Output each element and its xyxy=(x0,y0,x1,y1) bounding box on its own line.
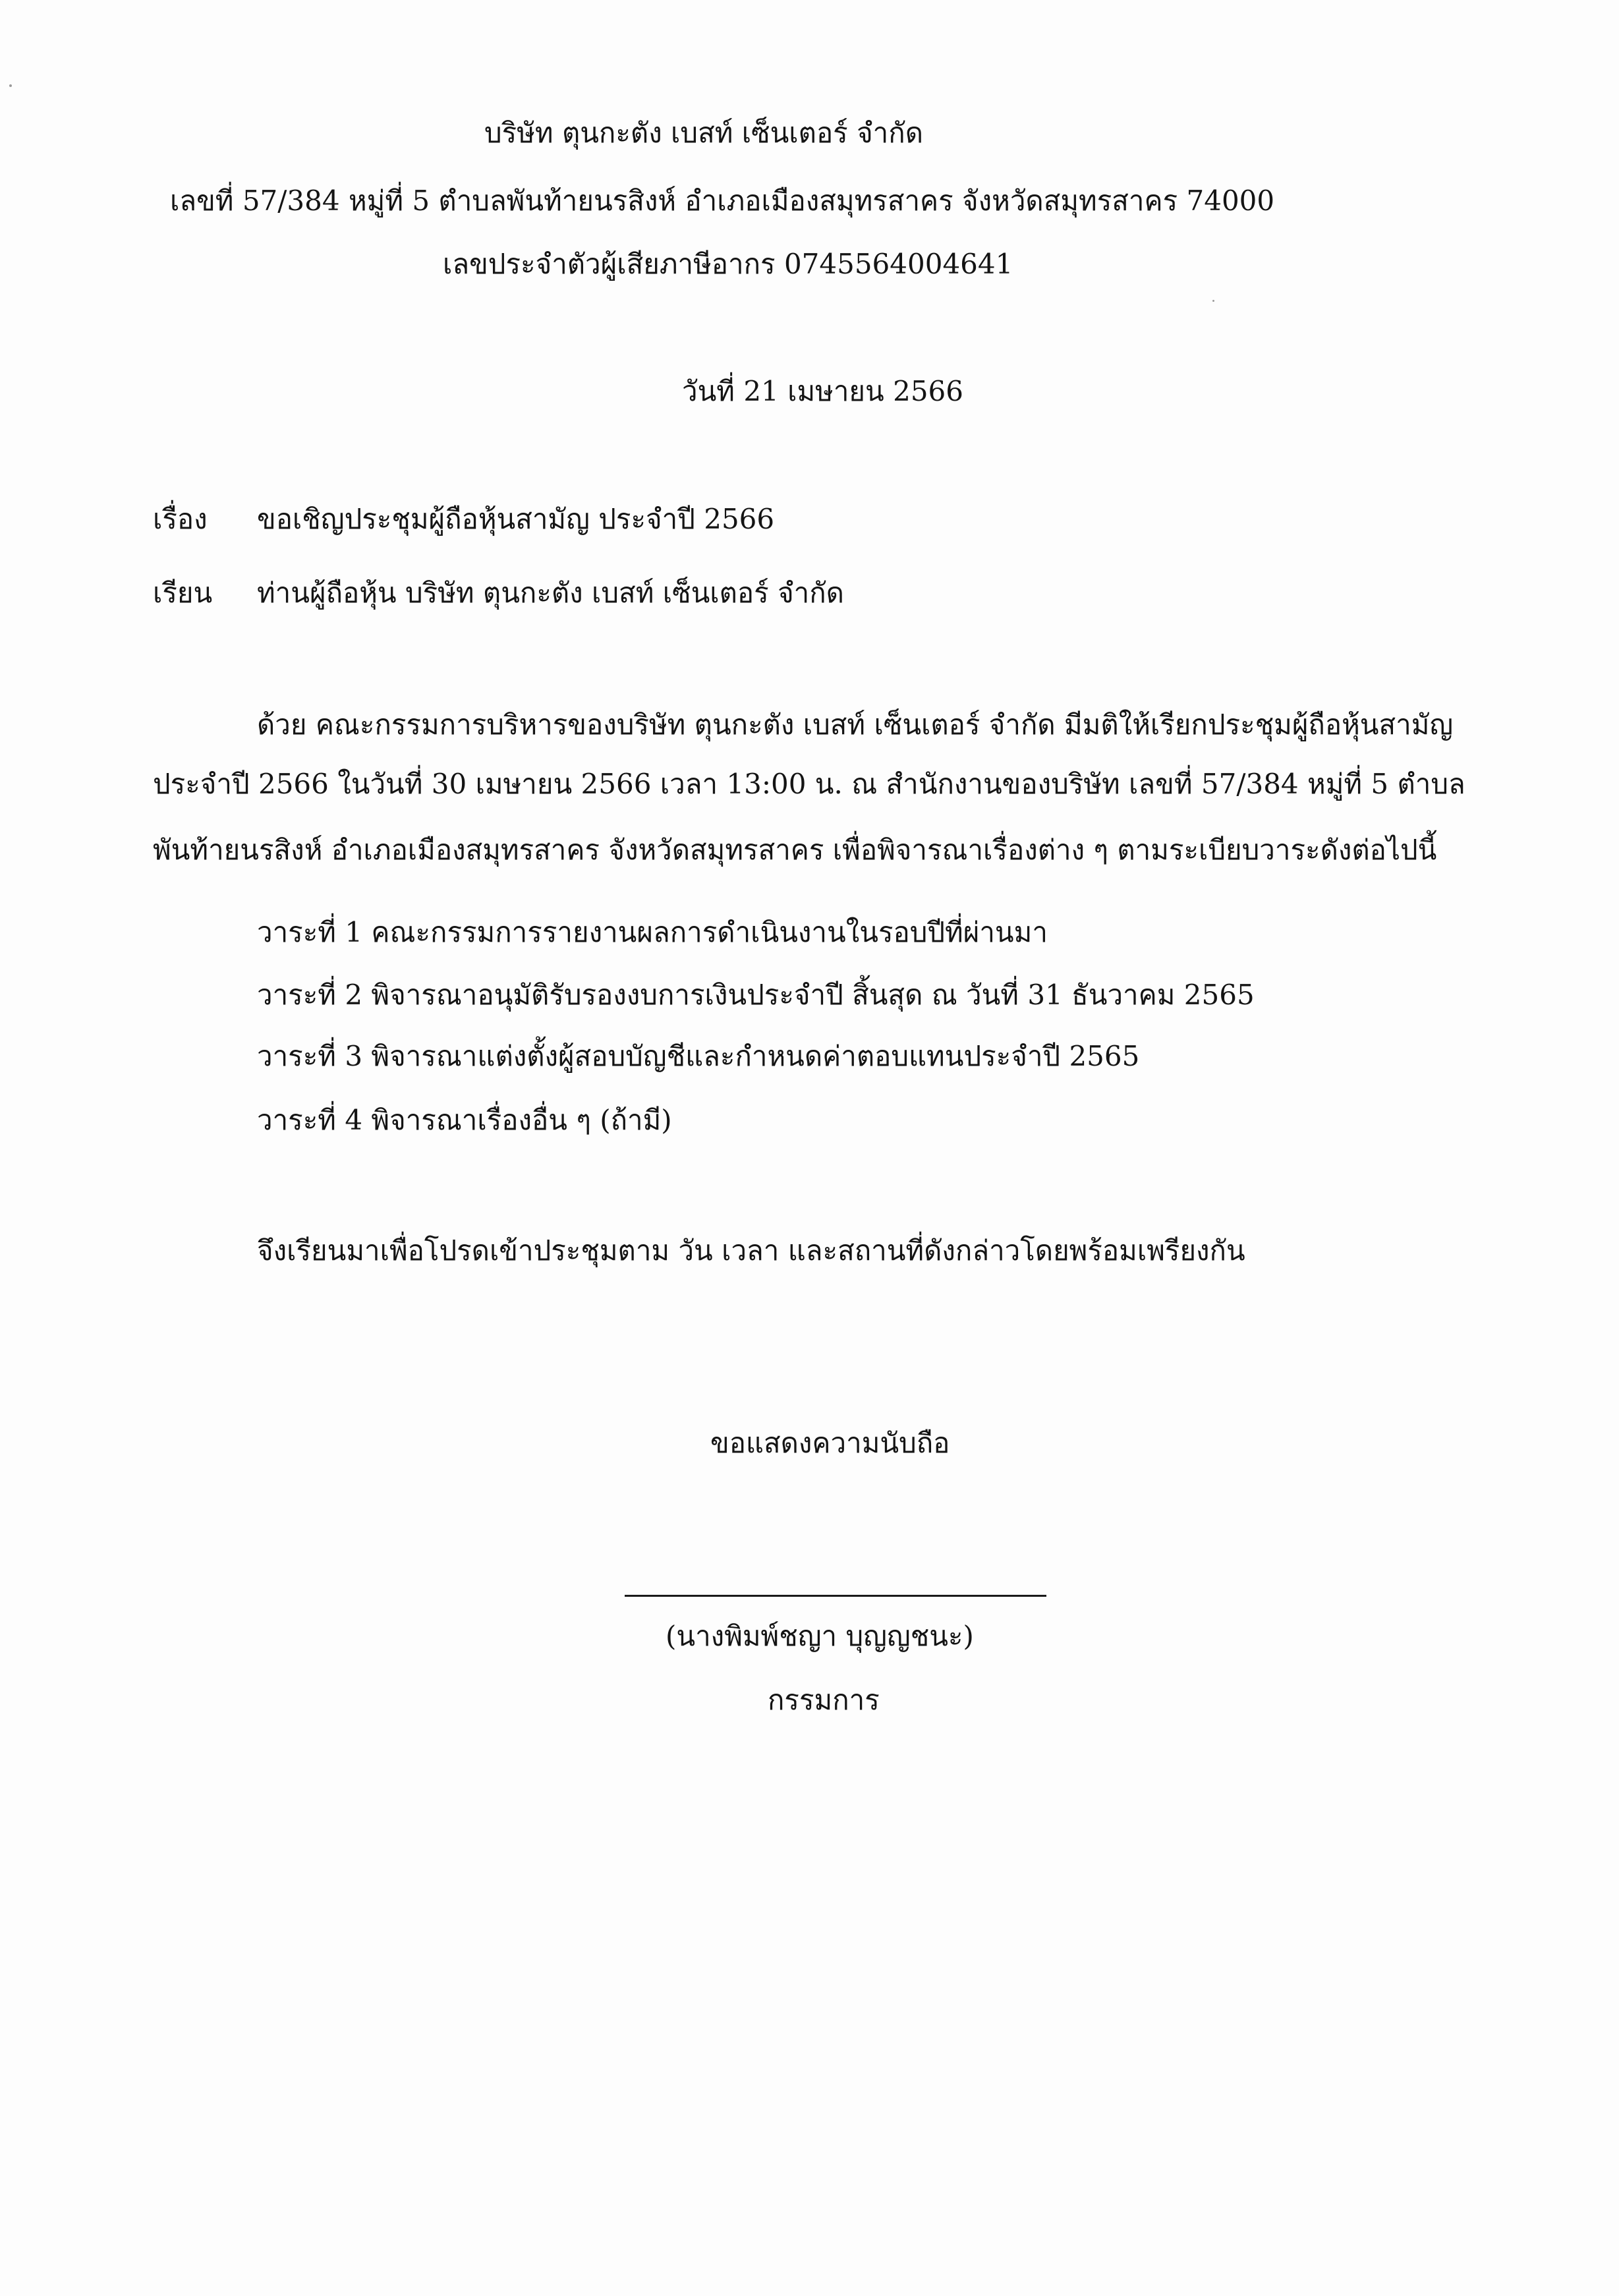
company-address: เลขที่ 57/384 หมู่ที่ 5 ตำบลพันท้ายนรสิงห์ อำเภอเมืองสมุทรสาคร จังหวัดสมุทรสาคร 74000 xyxy=(170,185,1275,217)
tax-id: เลขประจำตัวผู้เสียภาษีอากร 0745564004641 xyxy=(443,248,1013,280)
agenda-item: วาระที่ 4 พิจารณาเรื่องอื่น ๆ (ถ้ามี) xyxy=(257,1104,672,1136)
scan-speck xyxy=(9,84,12,87)
body-paragraph-line: พันท้ายนรสิงห์ อำเภอเมืองสมุทรสาคร จังหวัดสมุทรสาคร เพื่อพิจารณาเรื่องต่าง ๆ ตามระเบียบวาระดังต่อไปนี้ xyxy=(153,834,1437,866)
letter-date: วันที่ 21 เมษายน 2566 xyxy=(682,375,963,407)
subject-text: ขอเชิญประชุมผู้ถือหุ้นสามัญ ประจำปี 2566 xyxy=(257,503,775,535)
scan-speck xyxy=(1212,300,1214,302)
agenda-item: วาระที่ 3 พิจารณาแต่งตั้งผู้สอบบัญชีและกำหนดค่าตอบแทนประจำปี 2565 xyxy=(257,1040,1140,1072)
body-paragraph-line: ด้วย คณะกรรมการบริหารของบริษัท ตุนกะตัง เบสท์ เซ็นเตอร์ จำกัด มีมติให้เรียกประชุมผู้ถือหุ้นสามัญ xyxy=(257,708,1454,741)
regards: ขอแสดงความนับถือ xyxy=(710,1427,950,1459)
subject-label: เรื่อง xyxy=(153,503,208,535)
agenda-item: วาระที่ 1 คณะกรรมการรายงานผลการดำเนินงานในรอบปีที่ผ่านมา xyxy=(257,916,1048,948)
recipient-label: เรียน xyxy=(153,577,213,609)
company-name: บริษัท ตุนกะตัง เบสท์ เซ็นเตอร์ จำกัด xyxy=(484,117,923,149)
signature-line xyxy=(625,1595,1046,1597)
closing-sentence: จึงเรียนมาเพื่อโปรดเข้าประชุมตาม วัน เวลา และสถานที่ดังกล่าวโดยพร้อมเพรียงกัน xyxy=(257,1234,1245,1267)
signer-title: กรรมการ xyxy=(768,1684,880,1716)
recipient-text: ท่านผู้ถือหุ้น บริษัท ตุนกะตัง เบสท์ เซ็นเตอร์ จำกัด xyxy=(257,577,844,609)
body-paragraph-line: ประจำปี 2566 ในวันที่ 30 เมษายน 2566 เวลา 13:00 น. ณ สำนักงานของบริษัท เลขที่ 57/384 หมู่ที่ 5 ตำบล xyxy=(153,768,1465,800)
signer-name: (นางพิมพ์ชญา บุญญชนะ) xyxy=(666,1620,974,1652)
agenda-item: วาระที่ 2 พิจารณาอนุมัติรับรองงบการเงินประจำปี สิ้นสุด ณ วันที่ 31 ธันวาคม 2565 xyxy=(257,979,1255,1011)
